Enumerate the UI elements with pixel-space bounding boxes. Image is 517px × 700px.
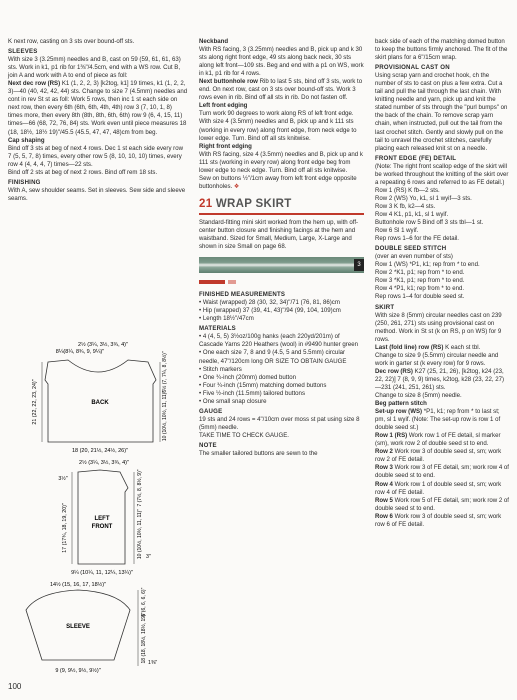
pattern-row-1-text: Work row 1 of FE detail, sl marker (sm), work row 2 of double seed st to end. xyxy=(375,432,501,448)
material-tailored-buttons: • Five ½-inch (11.5mm) tailored buttons xyxy=(199,389,305,397)
right-front-text: With RS facing, size 4 (3.5mm) needles and B, pick up and k 111 sts (working in every row) along front edge beg from lower edge to neck edge. Turn. Bind off all sts knitwise. xyxy=(199,150,363,174)
column-left xyxy=(8,38,188,203)
back-top-measure: 2½ (3¼, 3½, 3¾, 4)" xyxy=(78,342,128,348)
pattern-row-6-text: Work row 3 of double seed st, sm; work row 6 of FE detail. xyxy=(375,512,502,528)
next-dec-text: K1 (1, 2, 2, 3) [k2tog, k1] 19 times, k1 (1, 2, 2, 3)—40 (40, 42, 42, 44) sts. Change to size 7 (4.5mm) needles and cont in rev St st as foll: Work 5 rows, then inc 1 st each side on next row, then every 6th (6th, 6th, 4th, 4th) row 3 (7, 10, 1, 8) times more, then every 8th (8th, 8th, 6th, 6th) row 9 (6, 4, 15, 11) times—66 (68, 72, 76, 84) sts. Work even until piece measures 18 (18, 18½, 18½ 19)"/45.5 (45.5, 47, 47, 48)cm from beg. xyxy=(8,80,188,136)
pattern-row-4 xyxy=(375,481,510,497)
fe-row-5: Buttonhole row 5 Bind off 3 sts tbl—1 st. xyxy=(375,219,484,227)
cap-text-2: Bind off 2 sts at beg of next 2 rows. Bind off rem 18 sts. xyxy=(8,168,158,176)
material-needles: • One each size 7, 8 and 9 (4.5, 5 and 5.5mm) circular needle, 47"/120cm long OR SIZE TO OBTAIN GAUGE xyxy=(199,349,347,365)
materials-heading: MATERIALS xyxy=(199,325,236,333)
material-matching-buttons: • Four ¾-inch (15mm) matching domed buttons xyxy=(199,381,327,389)
sew-on-paragraph xyxy=(199,175,364,191)
skirt-swatch-photo xyxy=(199,257,364,273)
cap-text: Bind off 3 sts at beg of next 4 rows. Dec 1 st each side every row 7 (5, 5, 7, 8) times, every other row 5 (8, 10, 10, 10) times, every row 4 (4, 4, 4, 7) times—22 sts. xyxy=(8,144,184,168)
pattern-row-4-label: Row 4 xyxy=(375,480,393,488)
sew-on-text: Sew on buttons ½"/1cm away from left front edge opposite buttonholes. xyxy=(199,174,357,190)
back-label: BACK xyxy=(91,400,109,406)
front-bottom-measure: 9¼ (10¼, 11, 12¼, 13¼)" xyxy=(71,570,133,576)
back-bottom-measure: 18 (20, 21½, 24½, 26)" xyxy=(71,448,129,454)
double-seed-heading: DOUBLE SEED STITCH xyxy=(375,245,447,253)
skill-level-bar xyxy=(199,279,364,287)
buttonhole-label: Next buttonhole row xyxy=(199,78,258,86)
front-edge-heading: FRONT EDGE (FE) DETAIL xyxy=(375,154,457,162)
pattern-row-2-label: Row 2 xyxy=(375,448,393,456)
sleeve-top-measure: 14½ (15, 16, 17, 18½)" xyxy=(49,582,107,588)
neckband-text: With RS facing, 3 (3.25mm) needles and B, pick up and k 30 sts along right front edge, 49 sts along back neck, 30 sts along left front—109 sts. Beg and end with a p1 on WS, work in k1, p1 rib for 4 rows. xyxy=(199,46,364,78)
beg-pattern-heading: Beg pattern stitch xyxy=(375,400,427,408)
note-text: The smaller tailored buttons are sewn to the xyxy=(199,450,318,458)
skill-bar-light-icon xyxy=(228,280,236,284)
front-left-measure: 17 (17¾, 18, 19, 20)" xyxy=(62,503,68,553)
front-side-measure: 3½" xyxy=(58,476,68,482)
waist-measure: • Waist (wrapped) 28 (30, 32, 34)"/71 (76, 81, 86)cm xyxy=(199,299,340,307)
finishing-heading: FINISHING xyxy=(8,178,41,186)
provisional-text: Using scrap yarn and crochet hook, ch the number of sts to cast on plus a few extra. Cut a tail and pull the tail through the last chain. With knitting needle and yarn, pick up and knit the stated number of sts through the "purl bumps" on the back of the chain. To remove scrap yarn chain, when instructed, pull out the tail from the last crochet stitch. Gently and slowly pull on the tail to unravel the crochet stitches, carefully placing each released knit st on a needle. xyxy=(375,72,508,152)
sleeve-right-measure-1: 6 (6, 6, 6, 6)" xyxy=(141,587,147,617)
pattern-row-5 xyxy=(375,497,510,513)
sleeve-right-measure-2: 18 (18, 18½, 18½, 19)" xyxy=(141,612,147,664)
note-continued: back side of each of the matching domed button to keep the buttons firmly anchored. The fit of the skirt plans for a 6"/15cm wrap. xyxy=(375,38,508,62)
skirt-text-2: Change to size 9 (5.5mm) circular needle and work in garter st (k every row) for 9 rows. xyxy=(375,351,499,367)
fold-row-text: K each st tbl. xyxy=(443,343,481,351)
pattern-row-2 xyxy=(375,448,510,464)
cap-heading: Cap shaping xyxy=(8,136,45,144)
front-right-measure-1: 7 (7½, 8, 8½, 9)" xyxy=(137,469,143,507)
front-top-measure: 2½ (3¼, 3½, 3¾, 4)" xyxy=(79,460,129,466)
front-edge-note: (Note: The right front scallop edge of the skirt will be worked throughout the knitting of the skirt over a repeating 6 rows and referred to as FE detail.) xyxy=(375,162,509,186)
pattern-row-5-text: Work row 5 of FE detail, sm; work row 2 of double seed st to end. xyxy=(375,496,509,512)
back-left-measure: 21 (22, 22, 23, 24)" xyxy=(32,379,38,425)
page-number: 100 xyxy=(8,682,22,691)
sleeve-schematic xyxy=(8,580,188,675)
material-yarn: • 4 (4, 5, 5) 3½oz/100g hanks (each 220yd/201m) of Cascade Yarns 220 Heathers (wool) in #9490 hunter green xyxy=(199,333,358,349)
material-domed-button: • One ¾-inch (20mm) domed button xyxy=(199,373,296,381)
sleeve-bottom-measure: 9 (9, 9½, 9½, 9½)" xyxy=(55,668,101,674)
dec-row-text: K27 (25, 21, 26), [k2tog, k24 (23, 22, 22)] 7 (8, 9, 9) times, k2tog, k28 (23, 22, 27)—231 (241, 251, 261) sts. xyxy=(375,367,505,391)
fe-row-2: Row 2 (WS) Yo, k1, sl 1 wyif—3 sts. xyxy=(375,194,472,202)
material-markers: • Stitch markers xyxy=(199,365,242,373)
next-dec-paragraph xyxy=(8,80,188,136)
sleeve-right-measure-3: 1⅜" xyxy=(148,660,158,666)
double-seed-row-1: Row 1 (WS) *P1, k1; rep from * to end. xyxy=(375,261,480,269)
title-rule xyxy=(199,213,364,215)
pattern-row-6 xyxy=(375,513,510,529)
fold-row-paragraph xyxy=(375,344,510,352)
double-seed-repeat: Rep rows 1–4 for double seed st. xyxy=(375,293,465,301)
double-seed-row-3: Row 3 *K1, p1; rep from * to end. xyxy=(375,277,465,285)
skirt-heading: SKIRT xyxy=(375,303,395,311)
back-top-measure-2: 8¼(8¼, 8¾, 9, 9¼)" xyxy=(55,349,105,355)
left-front-text: Turn work 90 degrees to work along RS of left front edge. xyxy=(199,110,354,118)
fe-row-3: Row 3 K fb, k2—4 sts. xyxy=(375,202,436,210)
front-right-measure-3: 3" xyxy=(146,554,151,560)
sleeve-label: SLEEVE xyxy=(66,624,90,630)
front-right-measure-2: 10 (10½, 10½, 11, 11)" xyxy=(137,508,143,560)
pattern-row-3-label: Row 3 xyxy=(375,464,393,472)
pattern-row-1 xyxy=(375,432,510,448)
dec-row-label: Dec row (RS) xyxy=(375,367,413,375)
intro-text: K next row, casting on 3 sts over bound-off sts. xyxy=(8,38,135,45)
skirt-text-1: With size 8 (5mm) circular needles cast on 239 (250, 261, 271) sts using provisional cast on method. Work in St st (k on RS, p on WS) for 9 rows. xyxy=(375,311,502,343)
column-right xyxy=(375,38,510,529)
material-snap: • One small snap closure xyxy=(199,397,267,405)
skill-bar-icon xyxy=(199,280,225,284)
sleeves-text: With size 3 (3.25mm) needles and B, cast on 59 (59, 61, 61, 63) sts. Work in k1, p1 rib for 1⅜"/4.5cm, end with a WS row. Cut B, join A and work with A to end of piece as foll: xyxy=(8,56,181,80)
left-front-heading: Left front edging xyxy=(199,102,248,110)
pattern-number: 21 xyxy=(199,197,213,210)
pattern-row-3 xyxy=(375,464,510,480)
right-front-heading: Right front edging xyxy=(199,142,252,150)
back-schematic xyxy=(8,340,188,455)
fe-row-4: Row 4 K1, p1, k1, sl 1 wyif. xyxy=(375,210,449,218)
pattern-row-1-label: Row 1 (RS) xyxy=(375,432,408,440)
front-label-2: FRONT xyxy=(91,524,113,530)
pattern-row-2-text: Work row 3 of double seed st, sm; work row 2 of FE detail. xyxy=(375,448,502,464)
setup-row-paragraph xyxy=(375,408,510,432)
dec-row-paragraph xyxy=(375,368,510,392)
skirt-text-3: Change to size 8 (5mm) needle. xyxy=(375,392,462,400)
double-seed-row-4: Row 4 *P1, k1; rep from * to end. xyxy=(375,285,465,293)
back-right-measure-1: 6½ (7, 7¼, 8, 8½)" xyxy=(162,351,168,393)
double-seed-note: (over an even number of sts) xyxy=(375,253,453,261)
fe-repeat: Rep rows 1–6 for the FE detail. xyxy=(375,235,460,243)
fe-row-1: Row 1 (RS) K fb—2 sts. xyxy=(375,186,440,194)
setup-row-text: *P1, k1; rep from * to last st; pm, sl 1 wyif. (Note: The set-up row is row 1 of double seed st.) xyxy=(375,408,501,432)
gauge-check: TAKE TIME TO CHECK GAUGE. xyxy=(199,431,289,439)
buttonhole-paragraph xyxy=(199,78,364,102)
back-right-measure-2: 10 (10½, 10½, 11, 11)" xyxy=(162,390,168,442)
pattern-row-3-text: Work row 3 of FE detail, sm; work row 4 of double seed st to end. xyxy=(375,464,509,480)
pattern-row-5-label: Row 5 xyxy=(375,496,393,504)
neckband-heading: Neckband xyxy=(199,38,229,45)
note-heading: NOTE xyxy=(199,441,217,449)
gauge-text: 19 sts and 24 rows = 4"/10cm over moss st pat using size 8 (5mm) needle. xyxy=(199,415,360,431)
gauge-heading: GAUGE xyxy=(199,407,223,415)
front-label-1: LEFT xyxy=(94,516,110,522)
double-seed-row-2: Row 2 *K1, p1; rep from * to end. xyxy=(375,269,465,277)
column-middle xyxy=(199,38,364,458)
sleeves-heading: SLEEVES xyxy=(8,48,38,56)
setup-row-label: Set-up row (WS) xyxy=(375,408,423,416)
buttonhole-text: Rib to last 5 sts, bind off 3 sts, work to end. On next row, cast on 3 sts over bound-off sts. Work 3 rows even in rib. Bind off all sts in rib. Do not fasten off. xyxy=(199,78,363,102)
fe-row-6: Row 6 Sl 1 wyif. xyxy=(375,227,419,235)
skirt-intro: Standard-fitting mini skirt worked from the hem up, with off-center button closure and finishing facings at the hem and waistband. Sized for Small, Medium, Large, X-Large and shown in size Small on page 68. xyxy=(199,218,359,251)
provisional-heading: PROVISIONAL CAST ON xyxy=(375,64,450,72)
pattern-title xyxy=(199,197,364,211)
finished-measurements-heading: FINISHED MEASUREMENTS xyxy=(199,291,286,299)
pattern-name: WRAP SKIRT xyxy=(215,197,292,210)
end-diamond-icon: ❖ xyxy=(233,182,240,190)
finishing-text: With A, sew shoulder seams. Set in sleeves. Sew side and sleeve seams. xyxy=(8,186,186,202)
hip-measure: • Hip (wrapped) 37 (39, 41, 43)"/94 (99, 104, 109)cm xyxy=(199,307,341,315)
left-front-schematic xyxy=(8,458,188,578)
fold-row-label: Last (fold line) row (RS) xyxy=(375,343,444,351)
next-dec-label: Next dec row (RS) xyxy=(8,80,61,88)
pattern-row-6-label: Row 6 xyxy=(375,512,393,520)
photo-tag: 3 xyxy=(354,259,364,271)
length-measure: • Length 18½"/47cm xyxy=(199,315,254,323)
pattern-row-4-text: Work row 1 of double seed st, sm; work row 4 of FE detail. xyxy=(375,480,502,496)
left-front-text-2: With size 4 (3.5mm) needles and B, pick up and k 111 sts (working in every row) along front edge, from neck edge to lower edge. Turn. Bind off all sts knitwise. xyxy=(199,118,357,142)
